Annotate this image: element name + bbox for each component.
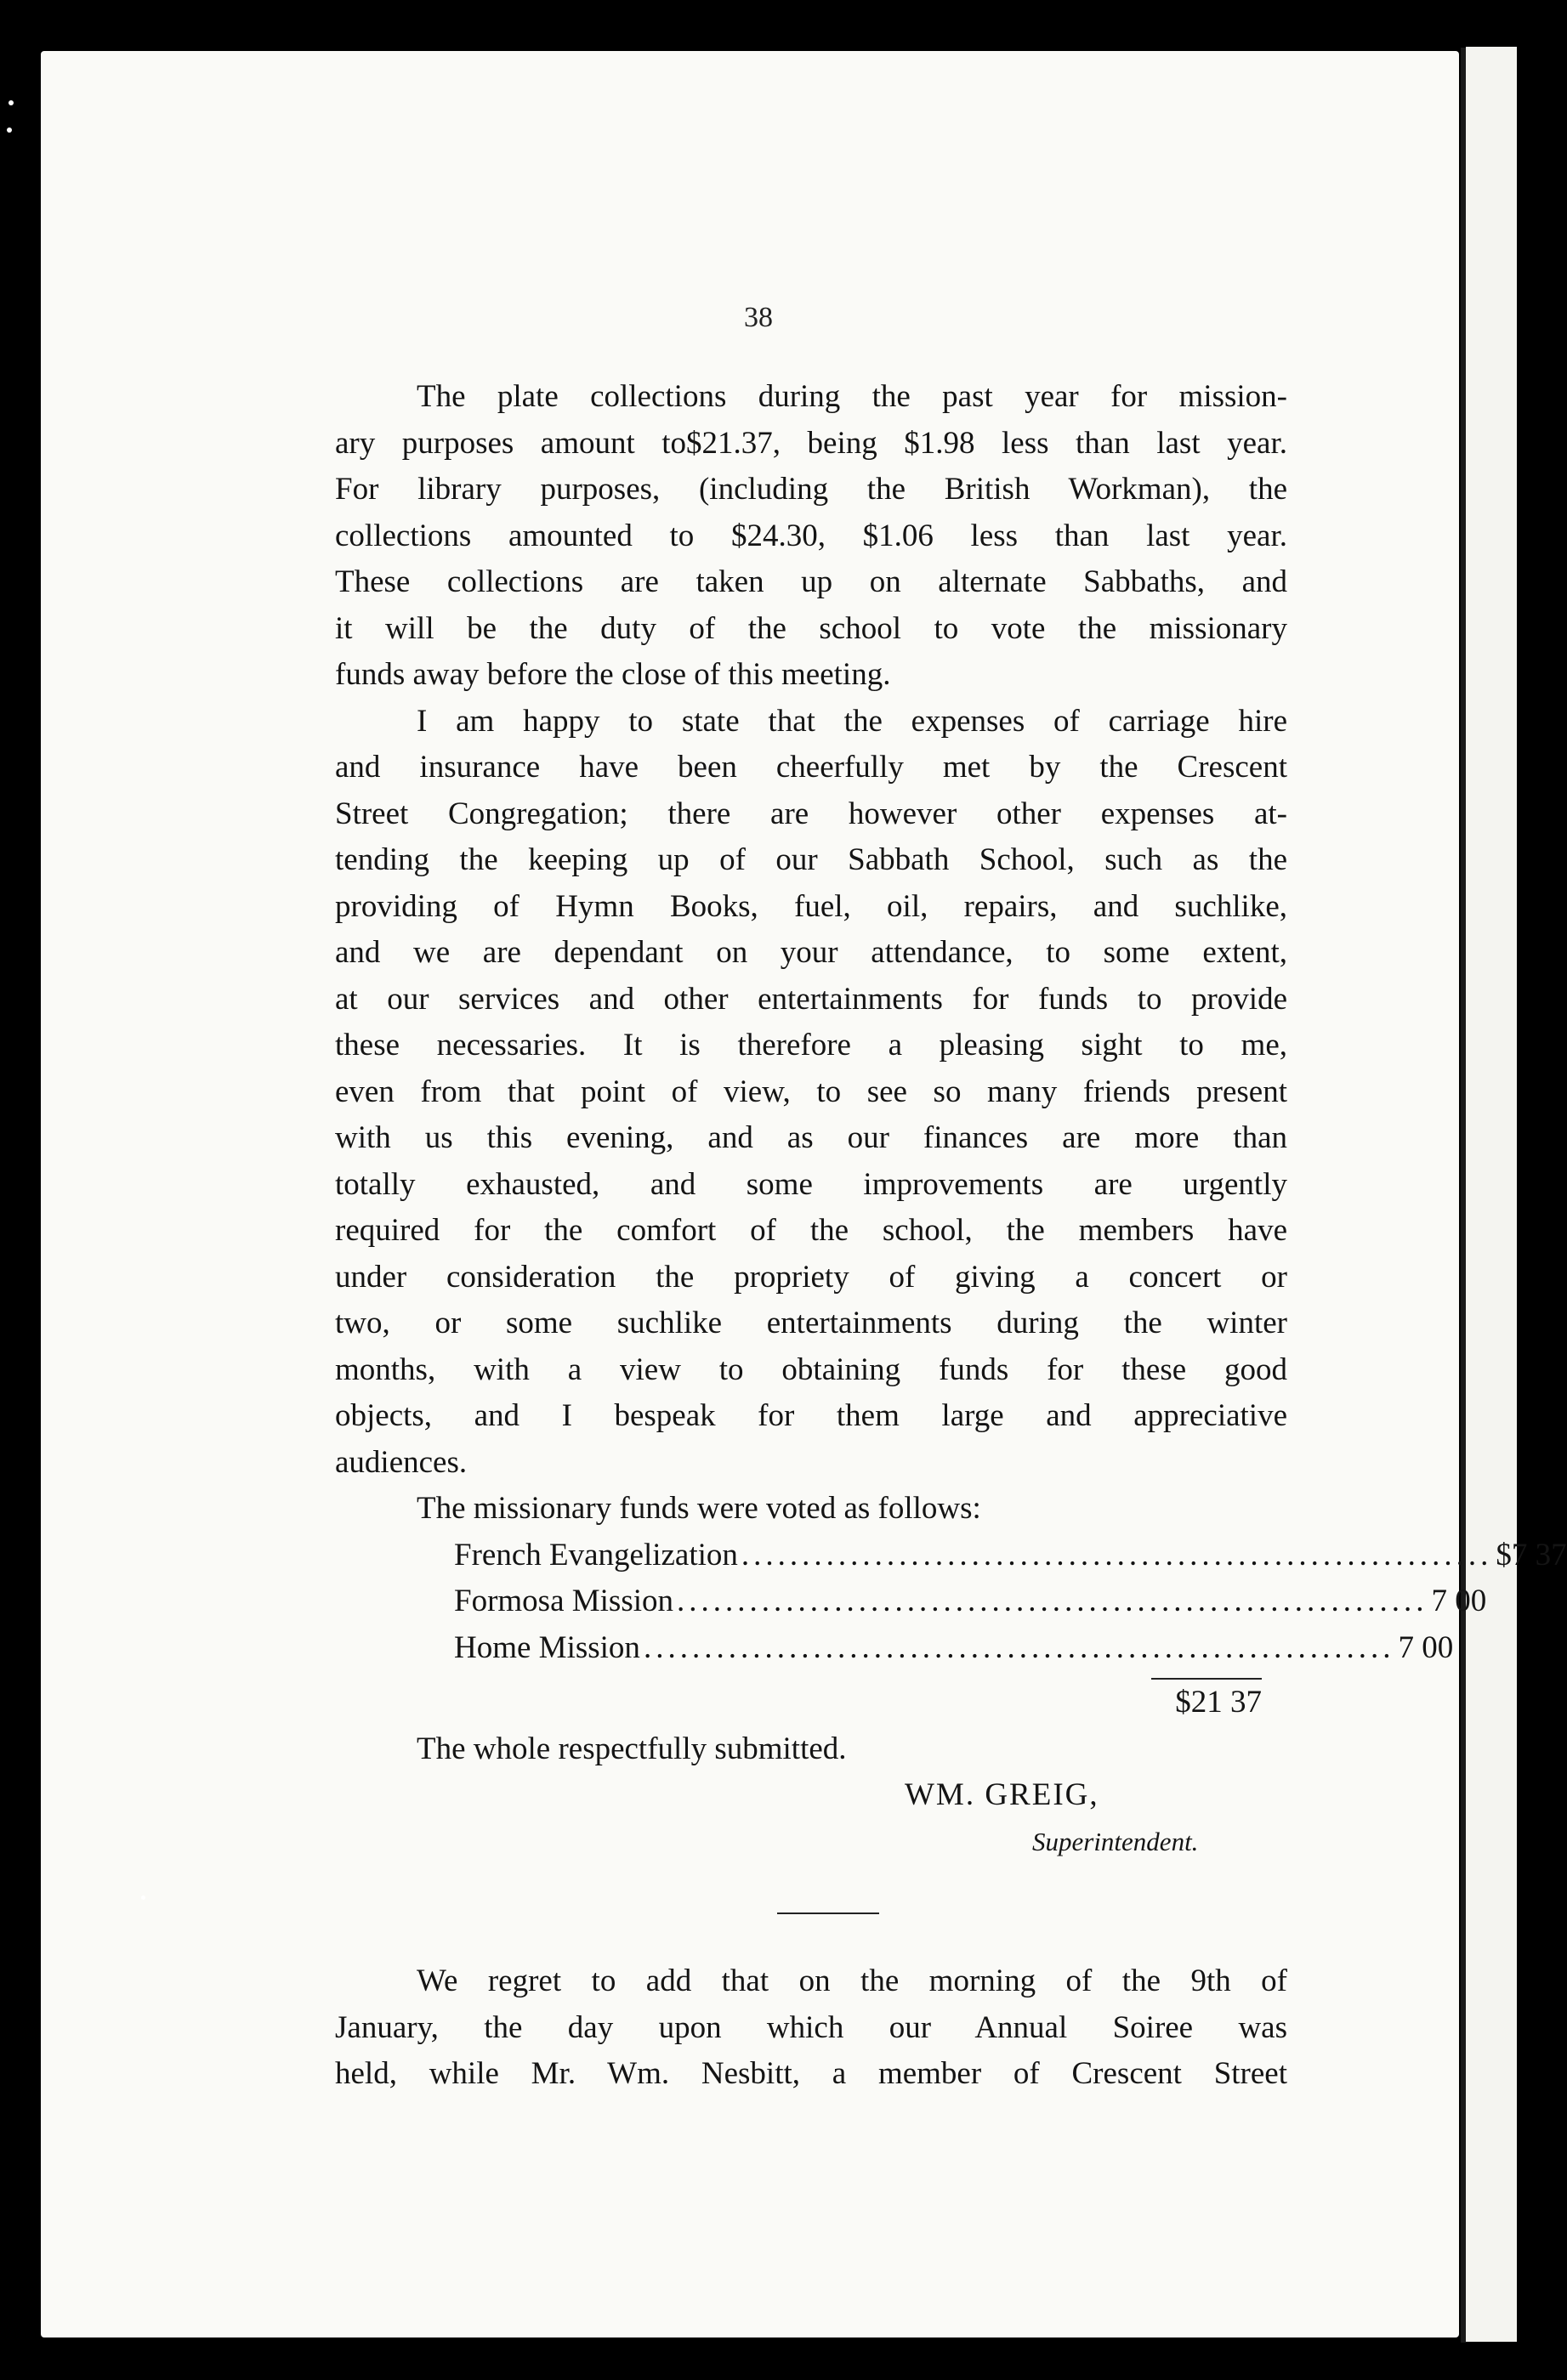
fund-amount: $7 37 [1496, 1537, 1567, 1572]
signature-title: Superintendent. [1032, 1826, 1199, 1856]
text-line: and insurance have been cheerfully met by the Crescent [335, 750, 1287, 785]
text-line: at our services and other entertainments for funds to provide [335, 981, 1287, 1017]
text-line: months, with a view to obtaining funds for these good [335, 1352, 1287, 1387]
fund-row-home-mission [454, 1625, 1454, 1672]
fund-amount: 7 00 [1431, 1584, 1487, 1618]
text-line: For library purposes, (including the British Workman), the [335, 472, 1287, 507]
funds-heading: The missionary funds were voted as follows: [417, 1491, 981, 1526]
fund-name: Home Mission [454, 1629, 640, 1665]
paragraph-expenses [335, 699, 1287, 1487]
text-line: I am happy to state that the expenses of carriage hire [417, 703, 1287, 739]
text-line: with us this evening, and as our finances are more than [335, 1120, 1287, 1155]
text-line: two, or some suchlike entertainments during the winter [335, 1306, 1287, 1340]
text-line: collections amounted to $24.30, $1.06 less than last year. [335, 518, 1287, 553]
text-line: We regret to add that on the morning of the 9th of [417, 1964, 1287, 1998]
signature-name: WM. GREIG, [905, 1777, 1099, 1812]
fund-amount: 7 00 [1398, 1629, 1454, 1665]
fund-total: $21 37 [1175, 1685, 1262, 1720]
text-line: held, while Mr. Wm. Nesbitt, a member of Crescent Street [335, 2056, 1287, 2091]
text-line: tending the keeping up of our Sabbath School, such as the [335, 842, 1287, 877]
text-line: it will be the duty of the school to vote the missionary [335, 610, 1287, 646]
fund-name: Formosa Mission [454, 1584, 674, 1618]
text-line: ary purposes amount to$21.37, being $1.98 less than last year. [335, 425, 1287, 461]
fund-name: French Evangelization [454, 1537, 738, 1572]
scan-speck [7, 128, 12, 133]
fund-row-formosa-mission [454, 1578, 1487, 1625]
text-line: audiences. [335, 1444, 468, 1480]
dot-leader: .............................................................. [741, 1537, 1493, 1572]
text-line: and we are dependant on your attendance, to some extent, [335, 935, 1287, 970]
paragraph-collections [335, 374, 1287, 699]
section-separator [777, 1912, 879, 1914]
closing-line: The whole respectfully submitted. [417, 1731, 847, 1766]
text-line: totally exhausted, and some improvements are urgently [335, 1166, 1287, 1202]
text-line: under consideration the propriety of giving a concert or [335, 1259, 1287, 1295]
text-line: even from that point of view, to see so many friends present [335, 1074, 1287, 1109]
adjacent-page-edge [1466, 47, 1517, 2342]
page-number: 38 [744, 302, 773, 333]
scan-speck [141, 1896, 145, 1900]
dot-leader: .............................................................. [677, 1584, 1428, 1618]
dot-leader: .............................................................. [643, 1629, 1395, 1665]
text-line: Street Congregation; there are however other expenses at- [335, 796, 1287, 831]
text-line: objects, and I bespeak for them large and appreciative [335, 1398, 1287, 1433]
fund-total-row [454, 1680, 1262, 1726]
text-line: The plate collections during the past year for mission- [417, 379, 1287, 414]
paragraph-final [335, 1958, 1287, 2098]
text-line: providing of Hymn Books, fuel, oil, repairs, and suchlike, [335, 888, 1287, 924]
fund-row-french-evangelization [454, 1533, 1567, 1579]
text-line: These collections are taken up on alternate Sabbaths, and [335, 564, 1287, 599]
text-line: funds away before the close of this meeting. [335, 657, 891, 692]
text-line: these necessaries. It is therefore a pleasing sight to me, [335, 1028, 1287, 1062]
body-text [335, 374, 1567, 2098]
scan-speck [9, 100, 14, 105]
text-line: January, the day upon which our Annual Soiree was [335, 2009, 1287, 2045]
text-line: required for the comfort of the school, the members have [335, 1213, 1287, 1248]
